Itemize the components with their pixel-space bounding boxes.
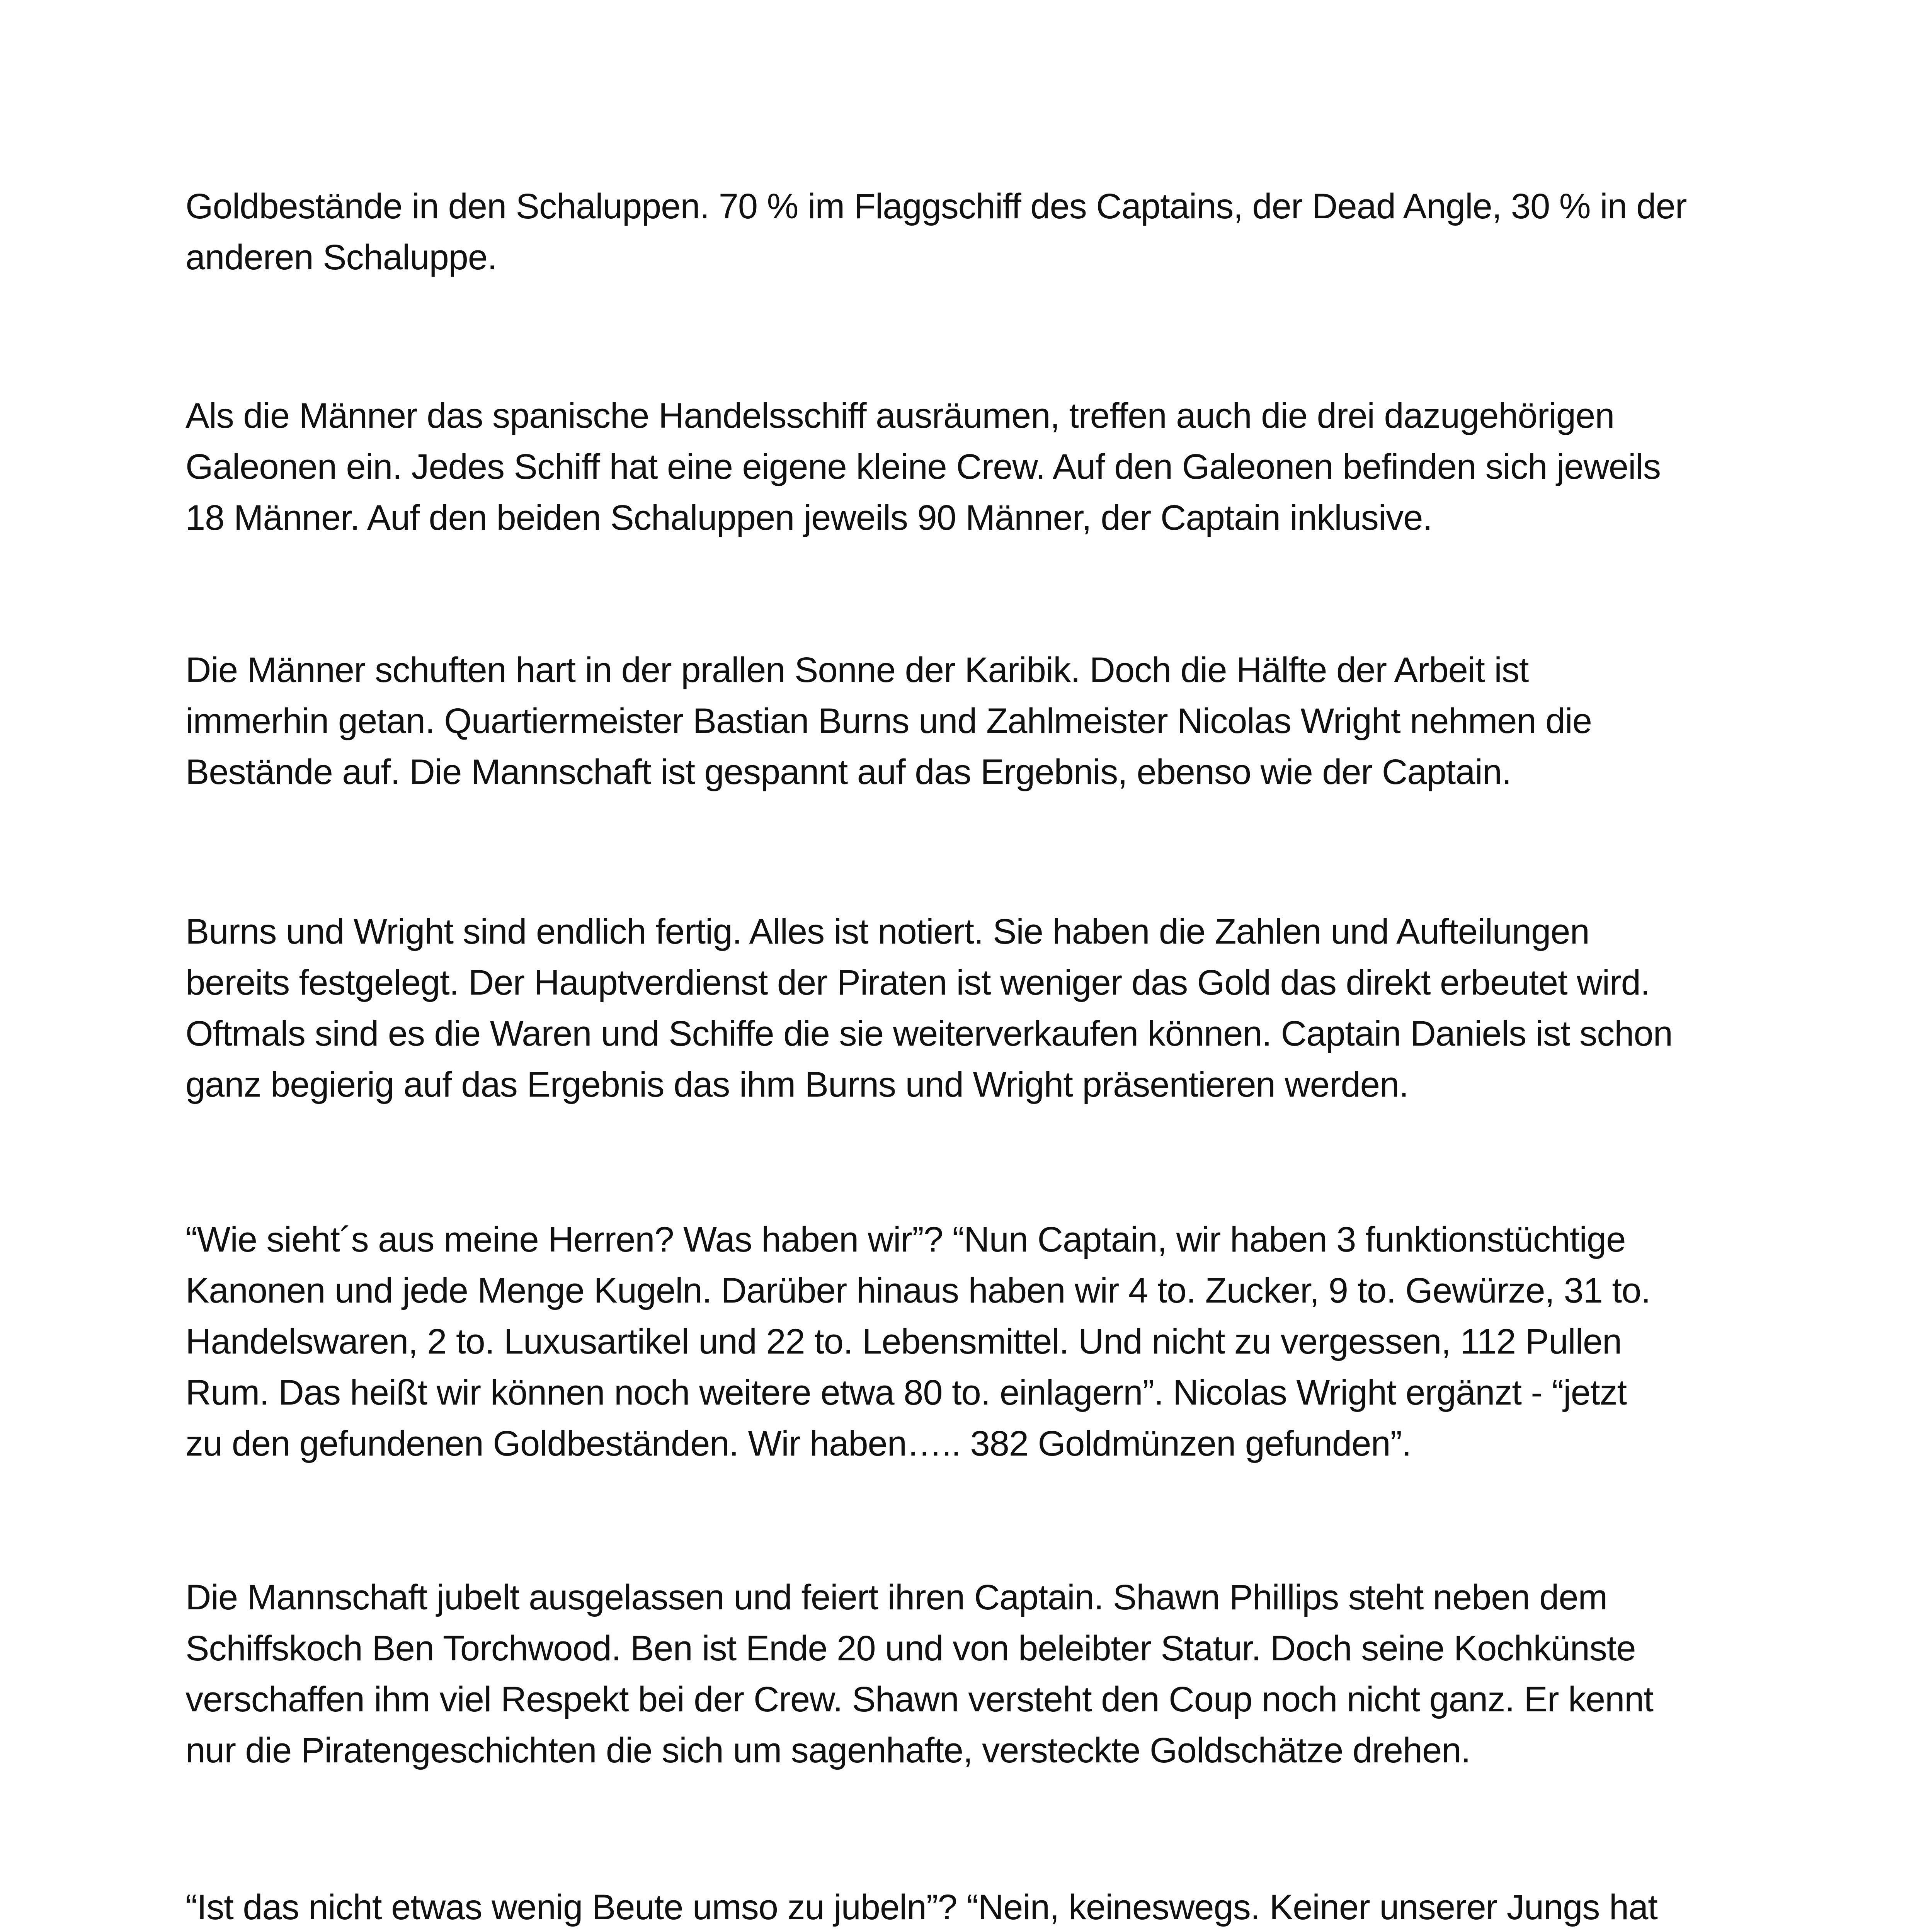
paragraph-loot-report: “Wie sieht´s aus meine Herren? Was haben wir”? “Nun Captain, wir haben 3 funktionstüchtige Kanonen und jede Menge Kugeln. Darüber hinaus haben wir 4 to. Zucker, 9 to. Gewürze, 31 to. Handelswaren, 2 to. Luxusartikel und 22 to. Lebensmittel. Und nicht zu vergessen, 112 Pullen Rum. Das heißt wir können noch weitere etwa 80 to. einlagern”. Nicolas Wright ergänzt - “jetzt zu den gefundenen Goldbeständen. Wir haben….. 382 Goldmünzen gefunden”. <box>185 1220 1651 1463</box>
paragraph-burns-wright: Burns und Wright sind endlich fertig. Alles ist notiert. Sie haben die Zahlen und Aufteilungen bereits festgelegt. Der Hauptverdienst der Piraten ist weniger das Gold das direkt erbeutet wird. Oftmals sind es die Waren und Schiffe die sie weiterverkaufen können. Captain Daniels ist schon ganz begierig auf das Ergebnis das ihm Burns und Wright präsentieren werden. <box>185 912 1673 1104</box>
paragraph-dialogue-shawn-ben: “Ist das nicht etwas wenig Beute umso zu jubeln”? “Nein, keineswegs. Keiner unserer Jungs hat <box>185 1888 1657 1927</box>
paragraph-crew-celebrates: Die Mannschaft jubelt ausgelassen und feiert ihren Captain. Shawn Phillips steht neben dem Schiffskoch Ben Torchwood. Ben ist Ende 20 und von beleibter Statur. Doch seine Kochkünste verschaffen ihm viel Respekt bei der Crew. Shawn versteht den Coup noch nicht ganz. Er kennt nur die Piratengeschichten die sich um sagenhafte, versteckte Goldschätze drehen. <box>185 1578 1653 1770</box>
paragraph-inventory: Die Männer schuften hart in der prallen Sonne der Karibik. Doch die Hälfte der Arbeit ist immerhin getan. Quartiermeister Bastian Burns und Zahlmeister Nicolas Wright nehmen die Bestände auf. Die Mannschaft ist gespannt auf das Ergebnis, ebenso wie der Captain. <box>185 650 1592 792</box>
paragraph-galleons-arrive: Als die Männer das spanische Handelsschiff ausräumen, treffen auch die drei dazugehörigen Galeonen ein. Jedes Schiff hat eine eigene kleine Crew. Auf den Galeonen befinden sich jeweils 18 Männer. Auf den beiden Schaluppen jeweils 90 Männer, der Captain inklusive. <box>185 396 1661 537</box>
paragraph-gold-distribution: Goldbestände in den Schaluppen. 70 % im Flaggschiff des Captains, der Dead Angle, 30 % in der anderen Schaluppe. <box>185 187 1687 277</box>
